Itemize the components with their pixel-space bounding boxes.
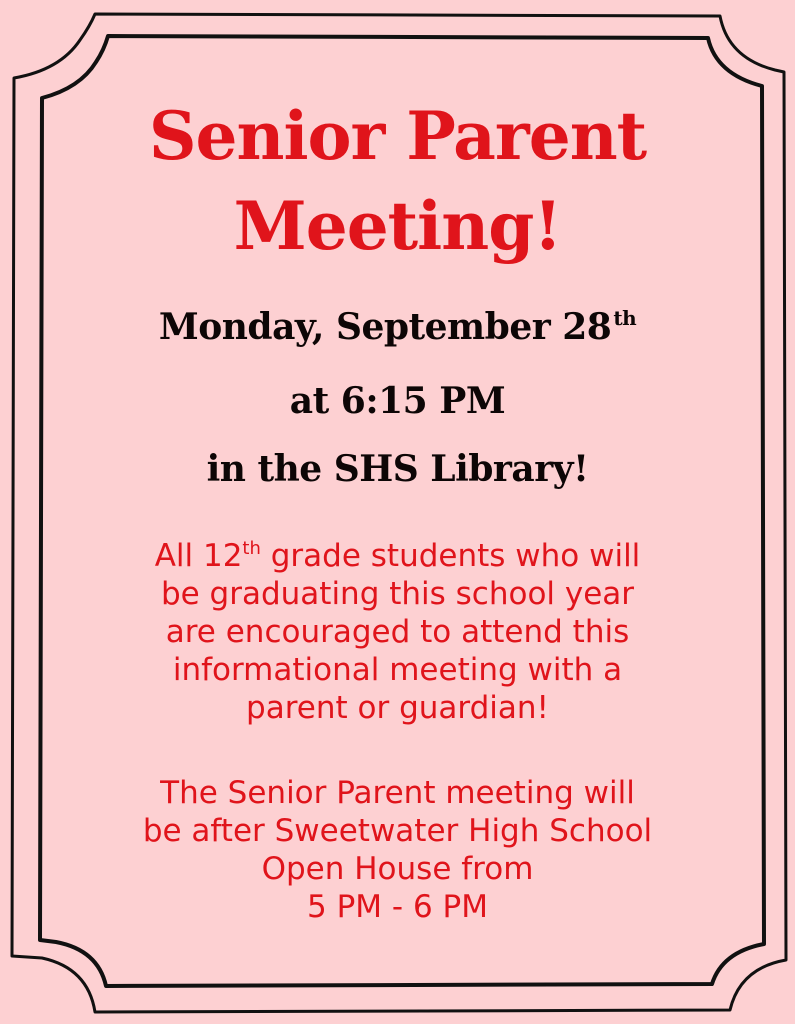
schedule-line-1: The Senior Parent meeting will — [160, 775, 635, 811]
grade-text: All 12 — [154, 538, 243, 574]
invitation-line-4: informational meeting with a — [172, 652, 623, 688]
invitation-line-5: parent or guardian! — [246, 690, 549, 726]
meeting-date-text: Monday, September 28 — [158, 306, 612, 348]
schedule-paragraph — [40, 774, 755, 926]
headline-line-2: Meeting! — [233, 187, 562, 265]
meeting-location: in the SHS Library! — [206, 448, 589, 490]
grade-ordinal: th — [242, 538, 261, 559]
meeting-date — [0, 306, 795, 348]
headline-line-1: Senior Parent — [148, 97, 647, 175]
meeting-time: at 6:15 PM — [289, 380, 506, 422]
invitation-line-1 — [40, 537, 755, 575]
schedule-line-4: 5 PM - 6 PM — [307, 889, 488, 925]
invitation-line-2: be graduating this school year — [160, 576, 635, 612]
schedule-line-2: be after Sweetwater High School — [142, 813, 653, 849]
invitation-line-3: are encouraged to attend this — [165, 614, 630, 650]
meeting-date-ordinal: th — [613, 306, 637, 330]
invitation-line-1-rest: grade students who will — [260, 538, 641, 574]
schedule-line-3: Open House from — [261, 851, 534, 887]
invitation-paragraph — [40, 537, 755, 727]
